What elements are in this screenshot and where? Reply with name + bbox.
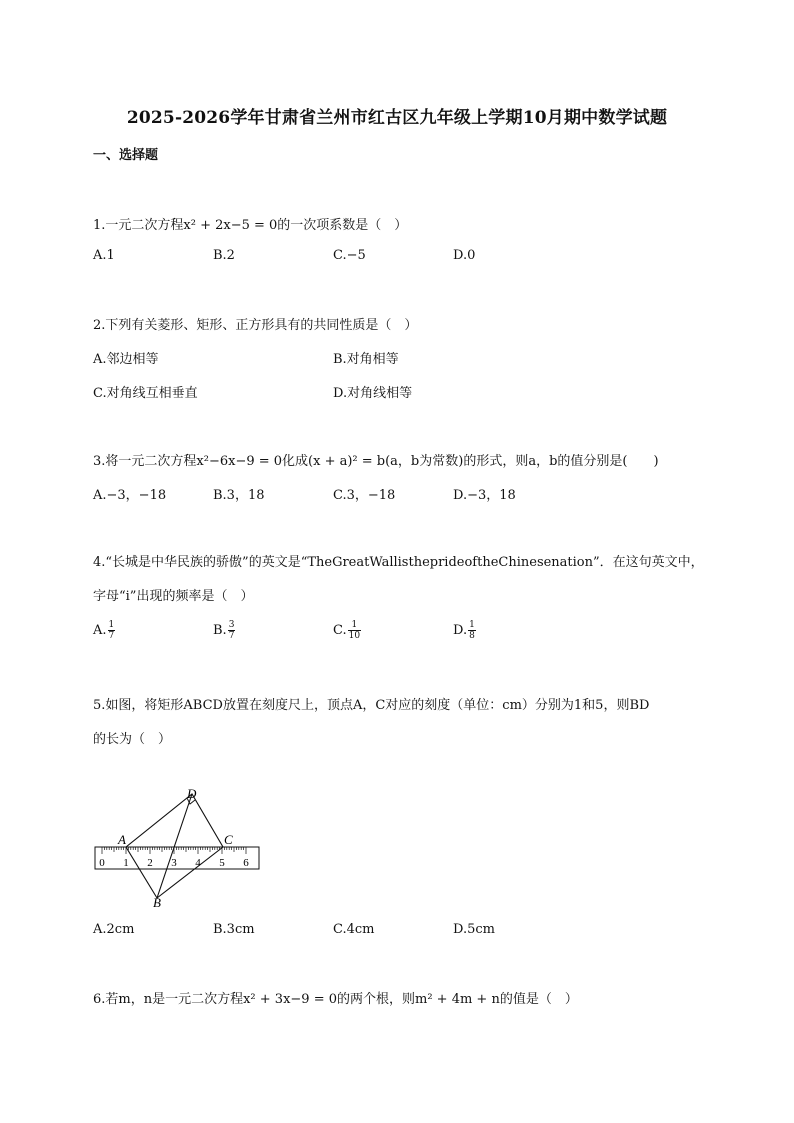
vertex-label-c: C — [224, 832, 233, 847]
ruler-tick-label: 0 — [99, 857, 105, 869]
vertex-label-a: A — [118, 832, 126, 847]
numerator: 1 — [348, 620, 361, 631]
ruler-tick-label: 5 — [219, 857, 225, 869]
numerator: 1 — [108, 620, 115, 630]
section-heading: 一、选择题 — [93, 148, 159, 163]
denominator: 7 — [108, 631, 115, 641]
ruler-tick-label: 4 — [195, 857, 201, 869]
fraction — [348, 620, 361, 641]
question-3-stem: 3.将一元二次方程x²−6x−9 = 0化成(x + a)² = b(a，b为常数)的形式，则a，b的值分别是( ) — [93, 454, 659, 469]
question-3-option-c[interactable]: C.3，−18 — [333, 488, 396, 503]
question-3-option-d[interactable]: D.−3，18 — [453, 488, 516, 503]
question-6-stem: 6.若m，n是一元二次方程x² + 3x−9 = 0的两个根，则m² + 4m + n的值是（ ） — [93, 992, 578, 1007]
ruler — [95, 847, 259, 869]
question-4-option-c[interactable] — [333, 620, 361, 641]
question-4-stem-line1: 4.“长城是中华民族的骄傲”的英文是“TheGreatWallistheprideoftheChinesenation”．在这句英文中， — [93, 555, 704, 570]
ruler-tick-label: 2 — [147, 857, 153, 869]
question-2-option-a[interactable]: A.邻边相等 — [93, 352, 159, 367]
question-2-option-c[interactable]: C.对角线互相垂直 — [93, 386, 198, 401]
question-4-option-b[interactable] — [213, 620, 235, 641]
fraction — [468, 620, 476, 641]
question-4-option-d[interactable] — [453, 620, 476, 641]
question-1-option-a[interactable]: A.1 — [93, 248, 115, 263]
page-title: 2025-2026学年甘肃省兰州市红古区九年级上学期10月期中数学试题 — [126, 108, 668, 128]
question-1-stem: 1.一元二次方程x² + 2x−5 = 0的一次项系数是（ ） — [93, 218, 408, 233]
question-5-option-b[interactable]: B.3cm — [213, 922, 255, 937]
question-3-option-b[interactable]: B.3，18 — [213, 488, 265, 503]
question-5-stem-line1: 5.如图，将矩形ABCD放置在刻度尺上，顶点A，C对应的刻度（单位：cm）分别为1和5，则BD — [93, 698, 650, 713]
question-4-stem-line2: 字母“i”出现的频率是（ ） — [93, 589, 254, 604]
numerator: 1 — [469, 620, 475, 630]
ruler-tick-label: 6 — [243, 857, 249, 869]
option-label: B. — [213, 623, 227, 638]
ruler-tick-label: 1 — [123, 857, 129, 869]
question-5-option-c[interactable]: C.4cm — [333, 922, 375, 937]
option-label: D. — [453, 623, 468, 638]
option-label: C. — [333, 623, 347, 638]
vertex-label-b: B — [153, 895, 161, 910]
question-1-option-d[interactable]: D.0 — [453, 248, 476, 263]
numerator: 3 — [228, 620, 235, 630]
question-5-option-d[interactable]: D.5cm — [453, 922, 495, 937]
ruler-rectangle-figure — [93, 786, 263, 910]
denominator: 10 — [348, 631, 361, 641]
question-3-option-a[interactable]: A.−3，−18 — [93, 488, 167, 503]
diagonal-bd — [157, 794, 192, 898]
question-5-option-a[interactable]: A.2cm — [93, 922, 135, 937]
fraction — [228, 620, 236, 641]
ruler-tick-label: 3 — [171, 857, 177, 869]
question-5-stem-line2: 的长为（ ） — [93, 732, 172, 747]
option-label: A. — [93, 623, 107, 638]
fraction — [108, 620, 116, 641]
question-2-stem: 2.下列有关菱形、矩形、正方形具有的共同性质是（ ） — [93, 318, 418, 333]
question-1-option-b[interactable]: B.2 — [213, 248, 235, 263]
denominator: 7 — [228, 631, 235, 641]
denominator: 8 — [469, 631, 475, 641]
question-1-option-c[interactable]: C.−5 — [333, 248, 366, 263]
question-2-option-b[interactable]: B.对角相等 — [333, 352, 399, 367]
question-4-option-a[interactable] — [93, 620, 115, 641]
question-2-option-d[interactable]: D.对角线相等 — [333, 386, 413, 401]
vertex-label-d: D — [187, 786, 197, 801]
